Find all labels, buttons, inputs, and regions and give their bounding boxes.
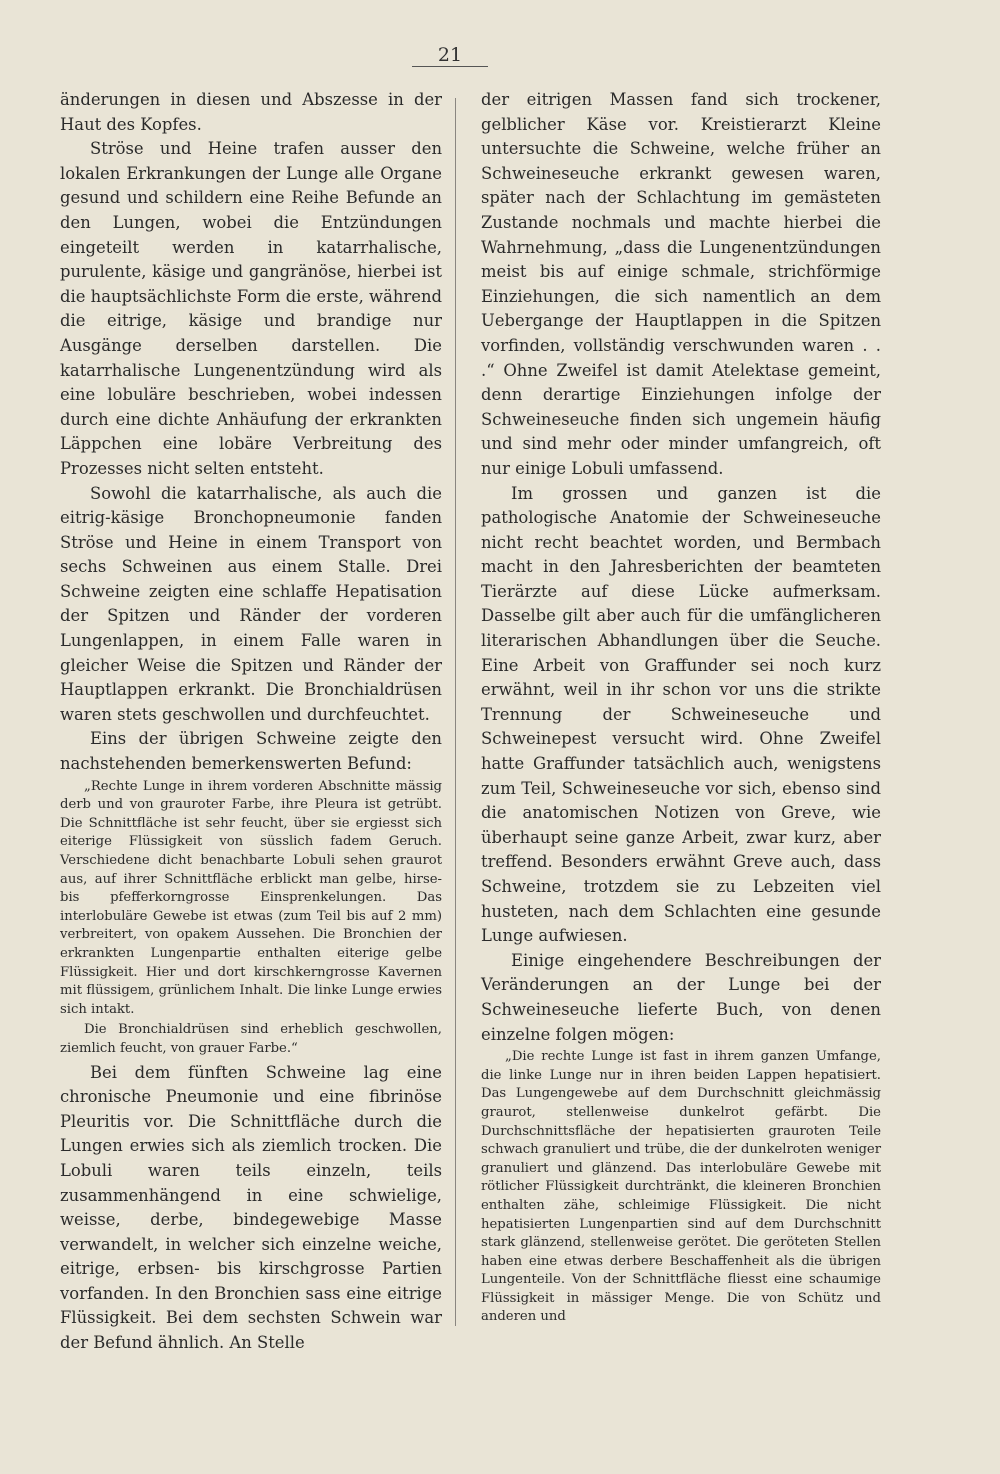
right-column bbox=[481, 88, 881, 1329]
paragraph: Eins der übrigen Schweine zeigte den nachstehenden bemerkenswerten Befund: bbox=[60, 729, 442, 774]
page-number: 21 bbox=[437, 44, 463, 66]
page-number-rule bbox=[412, 66, 488, 67]
paragraph: änderungen in diesen und Abszesse in der Haut des Kopfes. bbox=[60, 90, 442, 134]
column-divider bbox=[455, 98, 456, 1326]
paragraph: Bei dem fünften Schweine lag eine chronische Pneumonie und eine fibrinöse Pleuritis vor. Die Schnittfläche durch die Lungen erwies sich als ziemlich trocken. Die Lobuli waren teils einzeln, teils zusammenhängend in eine schwielige, weisse, derbe, bindegewebige Masse verwandelt, in welcher sich einzelne weiche, eitrige, erbsen- bis kirschgrosse Partien vorfanden. In den Bronchien sass eine eitrige Flüssigkeit. Bei dem sechsten Schwein war der Befund ähnlich. An Stelle bbox=[60, 1062, 442, 1353]
left-column bbox=[60, 88, 442, 1356]
paragraph: Ströse und Heine trafen ausser den lokalen Erkrankungen der Lunge alle Organe gesund und schildern eine Reihe Befunde an den Lungen, wobei die Entzündungen eingeteilt werden in katarrhalische, purulente, käsige und gangränöse, hierbei ist die hauptsächlichste Form die erste, während die eitrige, käsige und brandige nur Ausgänge derselben darstellen. Die katarrhalische Lungenentzündung wird als eine lobuläre beschrieben, wobei indessen durch eine dichte Anhäufung der erkrankten Läppchen eine lobäre Verbreitung des Prozesses nicht selten entsteht. bbox=[60, 139, 442, 478]
paragraph: Einige eingehendere Beschreibungen der Veränderungen an der Lunge bei der Schweineseuche lieferte Buch, von denen einzelne folgen mögen: bbox=[481, 950, 881, 1044]
paragraph: der eitrigen Massen fand sich trockener, gelblicher Käse vor. Kreistierarzt Kleine untersuchte die Schweine, welche früher an Schweineseuche erkrankt gewesen waren, später nach der Schlachtung im gemästeten Zustande nochmals und machte hierbei die Wahrnehmung, „dass die Lungenentzündungen meist bis auf einige schmale, strichförmige Einziehungen, die sich namentlich an dem Uebergange der Hauptlappen in die Spitzen vorfinden, vollständig verschwunden waren . . .“ Ohne Zweifel ist damit Atelektase gemeint, denn derartige Einziehungen infolge der Schweineseuche finden sich ungemein häufig und sind mehr oder minder umfangreich, oft nur einige Lobuli umfassend. bbox=[481, 90, 881, 478]
quote-paragraph: „Die rechte Lunge ist fast in ihrem ganzen Umfange, die linke Lunge nur in ihren beiden Lappen hepatisiert. Das Lungengewebe auf dem Durchschnitt gleichmässig graurot, stellenweise dunkelrot gefärbt. Die Durchschnittsfläche der hepatisierten grauroten Teile schwach granuliert und trübe, die der dunkelroten weniger granuliert und glänzend. Das interlobuläre Gewebe mit rötlicher Flüssigkeit durchtränkt, die kleineren Bronchien enthalten zähe, schleimige Flüssigkeit. Die nicht hepatisierten Lungenpartien sind auf dem Durchschnitt stark glänzend, stellenweise gerötet. Die geröteten Stellen haben eine etwas derbere Beschaffenheit als die übrigen Lungenteile. Von der Schnittfläche fliesst eine schaumige Flüssigkeit in mässiger Menge. Die von Schütz und anderen und bbox=[481, 1049, 881, 1325]
paragraph: Im grossen und ganzen ist die pathologische Anatomie der Schweineseuche nicht recht beachtet worden, und Bermbach macht in den Jahresberichten der beamteten Tierärzte auf diese Lücke aufmerksam. Dasselbe gilt aber auch für die umfänglicheren literarischen Abhandlungen über die Seuche. Eine Arbeit von Graffunder sei noch kurz erwähnt, weil in ihr schon vor uns die strikte Trennung der Schweineseuche und Schweinepest versucht wird. Ohne Zweifel hatte Graffunder tatsächlich auch, wenigstens zum Teil, Schweineseuche vor sich, ebenso sind die anatomischen Notizen von Greve, wie überhaupt seine ganze Arbeit, zwar kurz, aber treffend. Besonders erwähnt Greve auch, dass Schweine, trotzdem sie zu Lebzeiten viel husteten, nach dem Schlachten eine gesunde Lunge aufwiesen. bbox=[481, 483, 881, 946]
quote-paragraph: Die Bronchialdrüsen sind erheblich geschwollen, ziemlich feucht, von grauer Farbe.“ bbox=[60, 1022, 442, 1056]
quote-paragraph: „Rechte Lunge in ihrem vorderen Abschnitte mässig derb und von grauroter Farbe, ihre Pleura ist getrübt. Die Schnittfläche ist sehr feucht, über sie ergiesst sich eiterige Flüssigkeit von süsslich fadem Geruch. Verschiedene dicht benachbarte Lobuli sehen graurot aus, auf ihrer Schnittfläche erblickt man gelbe, hirse- bis pfefferkorngrosse Einsprenkelungen. Das interlobuläre Gewebe ist etwas (zum Teil bis auf 2 mm) verbreitert, von opakem Aussehen. Die Bronchien der erkrankten Lungenpartie enthalten eiterige gelbe Flüssigkeit. Hier und dort kirschkerngrosse Kavernen mit flüssigem, grünlichem Inhalt. Die linke Lunge erwies sich intakt. bbox=[60, 778, 442, 1017]
paragraph: Sowohl die katarrhalische, als auch die eitrig-käsige Bronchopneumonie fanden Ströse und Heine in einem Transport von sechs Schweinen aus einem Stalle. Drei Schweine zeigten eine schlaffe Hepatisation der Spitzen und Ränder der vorderen Lungenlappen, in einem Falle waren in gleicher Weise die Spitzen und Ränder der Hauptlappen erkrankt. Die Bronchialdrüsen waren stets geschwollen und durchfeuchtet. bbox=[60, 483, 442, 724]
